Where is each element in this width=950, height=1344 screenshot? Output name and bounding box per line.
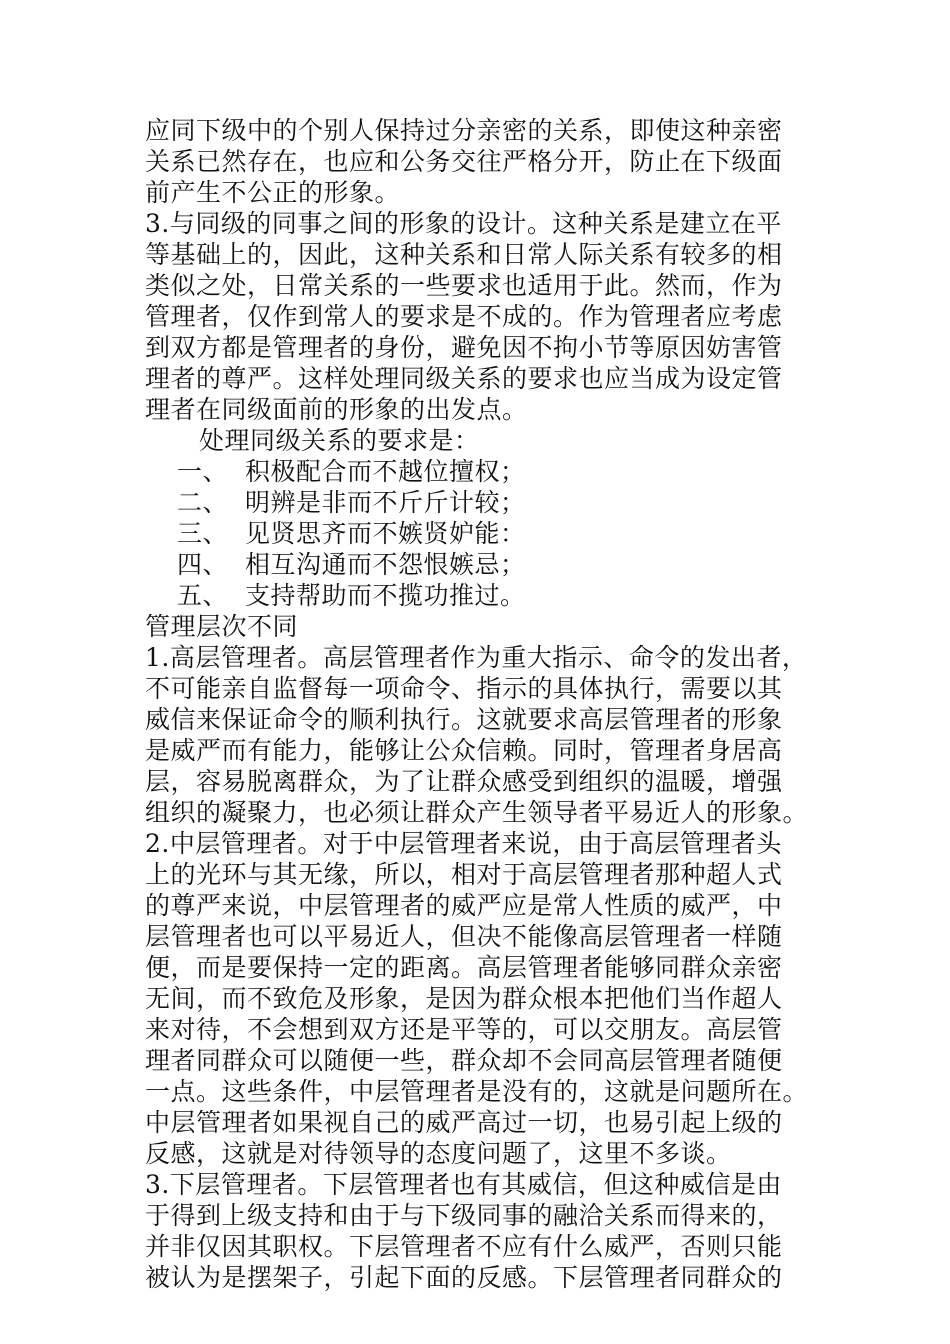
text-line: 关系已然存在，也应和公务交往严格分开，防止在下级面 [145, 147, 783, 176]
text-line: 应同下级中的个别人保持过分亲密的关系，即使这种亲密 [145, 116, 783, 145]
list-item-text: 相互沟通而不怨恨嫉忌； [245, 550, 526, 579]
text-line: 不可能亲自监督每一项命令、指示的具体执行，需要以其 [145, 674, 783, 703]
text-line: 上的光环与其无缘，所以，相对于高层管理者那种超人式 [145, 860, 783, 889]
text-line: 来对待，不会想到双方还是平等的，可以交朋友。高层管 [145, 1015, 783, 1044]
text-line: 于得到上级支持和由于与下级同事的融洽关系而得来的， [145, 1201, 783, 1230]
list-item [145, 580, 805, 611]
text-line: 便，而是要保持一定的距离。高层管理者能够同群众亲密 [145, 953, 783, 982]
list-item-text: 见贤思齐而不嫉贤妒能： [245, 519, 526, 548]
text-line: 管理层次不同 [145, 612, 299, 641]
text-line: 是威严而有能力，能够让公众信赖。同时，管理者身居高 [145, 736, 783, 765]
document-body [145, 115, 809, 1293]
paragraph-peer-relations [145, 115, 805, 425]
text-line: 2.中层管理者。对于中层管理者来说，由于高层管理者头 [145, 829, 782, 858]
text-line: 理者在同级面前的形象的出发点。 [145, 395, 528, 424]
list-item [145, 487, 805, 518]
text-line: 被认为是摆架子，引起下面的反感。下层管理者同群众的 [145, 1263, 783, 1292]
text-line: 管理者，仅作到常人的要求是不成的。作为管理者应考虑 [145, 302, 783, 331]
text-line: 类似之处，日常关系的一些要求也适用于此。然而，作为 [145, 271, 783, 300]
list-item-marker: 四、 [177, 550, 229, 579]
text-line: 反感，这就是对待领导的态度问题了，这里不多谈。 [145, 1139, 732, 1168]
text-line: 层，容易脱离群众，为了让群众感受到组织的温暖，增强 [145, 767, 783, 796]
list-item-text: 积极配合而不越位擅权； [245, 457, 526, 486]
text-line: 层管理者也可以平易近人，但决不能像高层管理者一样随 [145, 922, 783, 951]
requirements-intro: 处理同级关系的要求是： [199, 426, 480, 455]
list-item-marker: 五、 [177, 581, 229, 610]
text-line: 无间，而不致危及形象，是因为群众根本把他们当作超人 [145, 984, 783, 1013]
text-line: 中层管理者如果视自己的威严高过一切，也易引起上级的 [145, 1108, 783, 1137]
text-line: 3.与同级的同事之间的形象的设计。这种关系是建立在平 [145, 209, 782, 238]
list-item-marker: 三、 [177, 519, 229, 548]
paragraph-management-levels [145, 611, 809, 1293]
text-line: 到双方都是管理者的身份，避免因不拘小节等原因妨害管 [145, 333, 783, 362]
text-line: 3.下层管理者。下层管理者也有其威信，但这种威信是由 [145, 1170, 782, 1199]
text-line: 组织的凝聚力，也必须让群众产生领导者平易近人的形象。 [145, 798, 809, 827]
requirements-list [145, 456, 805, 611]
text-line: 并非仅因其职权。下层管理者不应有什么威严，否则只能 [145, 1232, 783, 1261]
list-item [145, 518, 805, 549]
list-item [145, 456, 805, 487]
list-item-marker: 一、 [177, 457, 229, 486]
text-line: 理者的尊严。这样处理同级关系的要求也应当成为设定管 [145, 364, 783, 393]
list-item-marker: 二、 [177, 488, 229, 517]
list-item [145, 549, 805, 580]
text-line: 等基础上的，因此，这种关系和日常人际关系有较多的相 [145, 240, 783, 269]
list-item-text: 明辨是非而不斤斤计较； [245, 488, 526, 517]
text-line: 威信来保证命令的顺利执行。这就要求高层管理者的形象 [145, 705, 783, 734]
text-line: 的尊严来说，中层管理者的威严应是常人性质的威严，中 [145, 891, 783, 920]
text-line: 1.高层管理者。高层管理者作为重大指示、命令的发出者， [145, 643, 808, 672]
text-line: 一点。这些条件，中层管理者是没有的，这就是问题所在。 [145, 1077, 809, 1106]
list-item-text: 支持帮助而不揽功推过。 [245, 581, 526, 610]
text-line: 理者同群众可以随便一些，群众却不会同高层管理者随便 [145, 1046, 783, 1075]
text-line: 前产生不公正的形象。 [145, 178, 401, 207]
